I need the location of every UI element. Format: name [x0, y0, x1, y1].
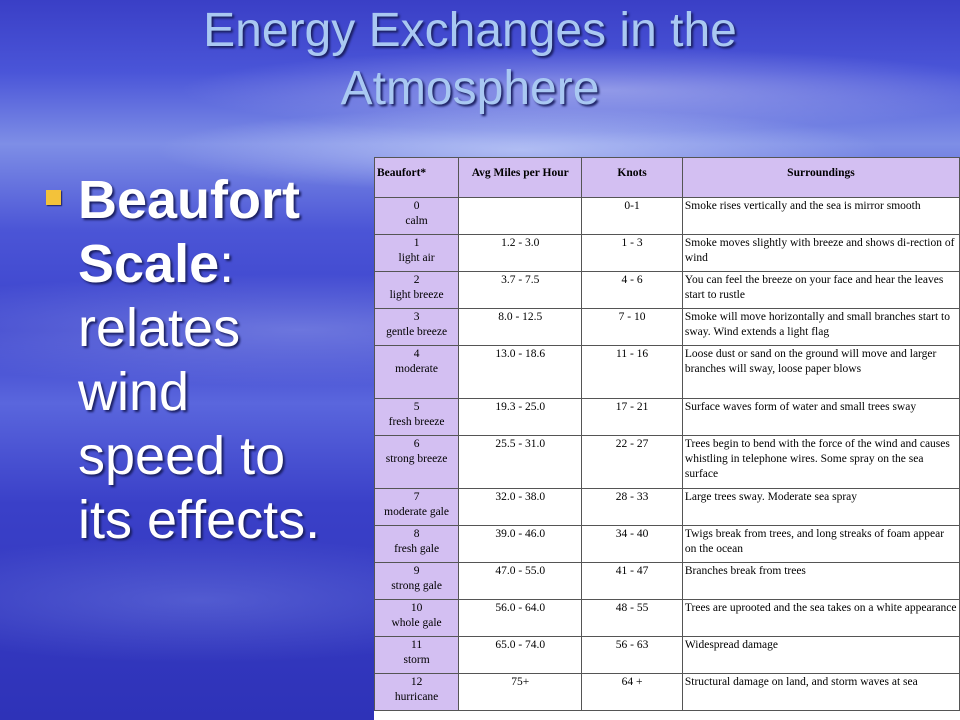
beaufort-table-container: [374, 157, 960, 720]
surroundings-cell: Twigs break from trees, and long streaks of foam appear on the ocean: [682, 526, 959, 563]
surroundings-cell: Large trees sway. Moderate sea spray: [682, 489, 959, 526]
beaufort-number: 0: [413, 200, 420, 212]
beaufort-name: light air: [398, 252, 435, 264]
table-row: [375, 600, 960, 637]
beaufort-cell: [375, 436, 459, 489]
beaufort-cell: [375, 235, 459, 272]
surroundings-cell: Surface waves form of water and small trees sway: [682, 399, 959, 436]
table-row: [375, 489, 960, 526]
beaufort-name: strong breeze: [385, 453, 448, 465]
bullet-square-icon: [46, 190, 61, 205]
knots-cell: 11 - 16: [582, 346, 683, 399]
beaufort-cell: [375, 309, 459, 346]
knots-cell: 0-1: [582, 198, 683, 235]
mph-cell: 56.0 - 64.0: [459, 600, 582, 637]
slide-title-line-2: Atmosphere: [340, 62, 600, 115]
beaufort-cell: [375, 526, 459, 563]
knots-cell: 17 - 21: [582, 399, 683, 436]
mph-cell: 25.5 - 31.0: [459, 436, 582, 489]
beaufort-cell: [375, 489, 459, 526]
header-knots: Knots: [582, 158, 683, 198]
knots-cell: 56 - 63: [582, 637, 683, 674]
knots-cell: 64 +: [582, 674, 683, 711]
beaufort-cell: [375, 399, 459, 436]
surroundings-cell: You can feel the breeze on your face and hear the leaves start to rustle: [682, 272, 959, 309]
slide-title-line-1: Energy Exchanges in the: [203, 4, 737, 57]
table-row: [375, 436, 960, 489]
header-mph: Avg Miles per Hour: [459, 158, 582, 198]
surroundings-cell: Branches break from trees: [682, 563, 959, 600]
bullet-text-line-3: speed to: [78, 426, 286, 486]
mph-cell: 19.3 - 25.0: [459, 399, 582, 436]
bullet-text-line-2: wind: [78, 362, 190, 422]
beaufort-cell: [375, 674, 459, 711]
beaufort-number: 1: [413, 237, 420, 249]
header-surroundings: Surroundings: [682, 158, 959, 198]
bullet-colon: :: [219, 234, 235, 294]
beaufort-number: 8: [413, 528, 420, 540]
knots-cell: 28 - 33: [582, 489, 683, 526]
table-row: [375, 198, 960, 235]
beaufort-number: 3: [413, 311, 420, 323]
knots-cell: 34 - 40: [582, 526, 683, 563]
mph-cell: 47.0 - 55.0: [459, 563, 582, 600]
beaufort-name: storm: [403, 654, 430, 666]
surroundings-cell: Loose dust or sand on the ground will move and larger branches will sway, loose paper blows: [682, 346, 959, 399]
beaufort-cell: [375, 272, 459, 309]
bullet-term-line-1: Beaufort: [78, 170, 301, 230]
beaufort-number: 5: [413, 401, 420, 413]
bullet-text-line-1: relates: [78, 298, 241, 358]
beaufort-cell: [375, 563, 459, 600]
table-row: [375, 272, 960, 309]
beaufort-name: strong gale: [391, 580, 442, 592]
bullet-point: [40, 168, 360, 552]
beaufort-name: gentle breeze: [386, 326, 448, 338]
table-row: [375, 399, 960, 436]
knots-cell: 41 - 47: [582, 563, 683, 600]
beaufort-name: light breeze: [389, 289, 444, 301]
beaufort-name: hurricane: [394, 691, 439, 703]
beaufort-cell: [375, 600, 459, 637]
beaufort-number: 2: [413, 274, 420, 286]
beaufort-cell: [375, 637, 459, 674]
surroundings-cell: Smoke will move horizontally and small branches start to sway. Wind extends a light flag: [682, 309, 959, 346]
beaufort-name: fresh breeze: [388, 416, 445, 428]
table-row: [375, 526, 960, 563]
beaufort-number: 12: [410, 676, 423, 688]
mph-cell: 8.0 - 12.5: [459, 309, 582, 346]
surroundings-cell: Smoke rises vertically and the sea is mirror smooth: [682, 198, 959, 235]
knots-cell: 1 - 3: [582, 235, 683, 272]
knots-cell: 7 - 10: [582, 309, 683, 346]
table-row: [375, 309, 960, 346]
surroundings-cell: Smoke moves slightly with breeze and shows di-rection of wind: [682, 235, 959, 272]
knots-cell: 4 - 6: [582, 272, 683, 309]
mph-cell: 13.0 - 18.6: [459, 346, 582, 399]
beaufort-name: calm: [405, 215, 428, 227]
beaufort-number: 11: [411, 639, 423, 651]
bullet-term-line-2: Scale: [78, 234, 220, 294]
table-row: [375, 346, 960, 399]
slide-title: [60, 2, 880, 118]
table-body: [375, 198, 960, 711]
table-row: [375, 674, 960, 711]
mph-cell: 65.0 - 74.0: [459, 637, 582, 674]
beaufort-cell: [375, 346, 459, 399]
beaufort-number: 9: [413, 565, 420, 577]
beaufort-name: whole gale: [391, 617, 442, 629]
beaufort-number: 7: [413, 491, 420, 503]
beaufort-number: 10: [410, 602, 423, 614]
bullet-text-line-4: its effects.: [78, 490, 321, 550]
mph-cell: 39.0 - 46.0: [459, 526, 582, 563]
mph-cell: 3.7 - 7.5: [459, 272, 582, 309]
beaufort-name: fresh gale: [394, 543, 440, 555]
surroundings-cell: Trees begin to bend with the force of the wind and causes whistling in telephone wires. Some spray on the sea surface: [682, 436, 959, 489]
table-header-row: [375, 158, 960, 198]
mph-cell: 1.2 - 3.0: [459, 235, 582, 272]
knots-cell: 48 - 55: [582, 600, 683, 637]
beaufort-name: moderate gale: [384, 506, 449, 518]
beaufort-table: [374, 157, 960, 711]
surroundings-cell: Widespread damage: [682, 637, 959, 674]
mph-cell: 32.0 - 38.0: [459, 489, 582, 526]
surroundings-cell: Structural damage on land, and storm waves at sea: [682, 674, 959, 711]
beaufort-number: 4: [413, 348, 420, 360]
beaufort-number: 6: [413, 438, 420, 450]
beaufort-name: moderate: [395, 363, 438, 375]
knots-cell: 22 - 27: [582, 436, 683, 489]
beaufort-cell: [375, 198, 459, 235]
mph-cell: 75+: [459, 674, 582, 711]
bullet-text: [78, 168, 360, 552]
mph-cell: [459, 198, 582, 235]
table-row: [375, 637, 960, 674]
table-row: [375, 563, 960, 600]
header-beaufort: Beaufort*: [375, 158, 459, 198]
surroundings-cell: Trees are uprooted and the sea takes on a white appearance: [682, 600, 959, 637]
table-row: [375, 235, 960, 272]
